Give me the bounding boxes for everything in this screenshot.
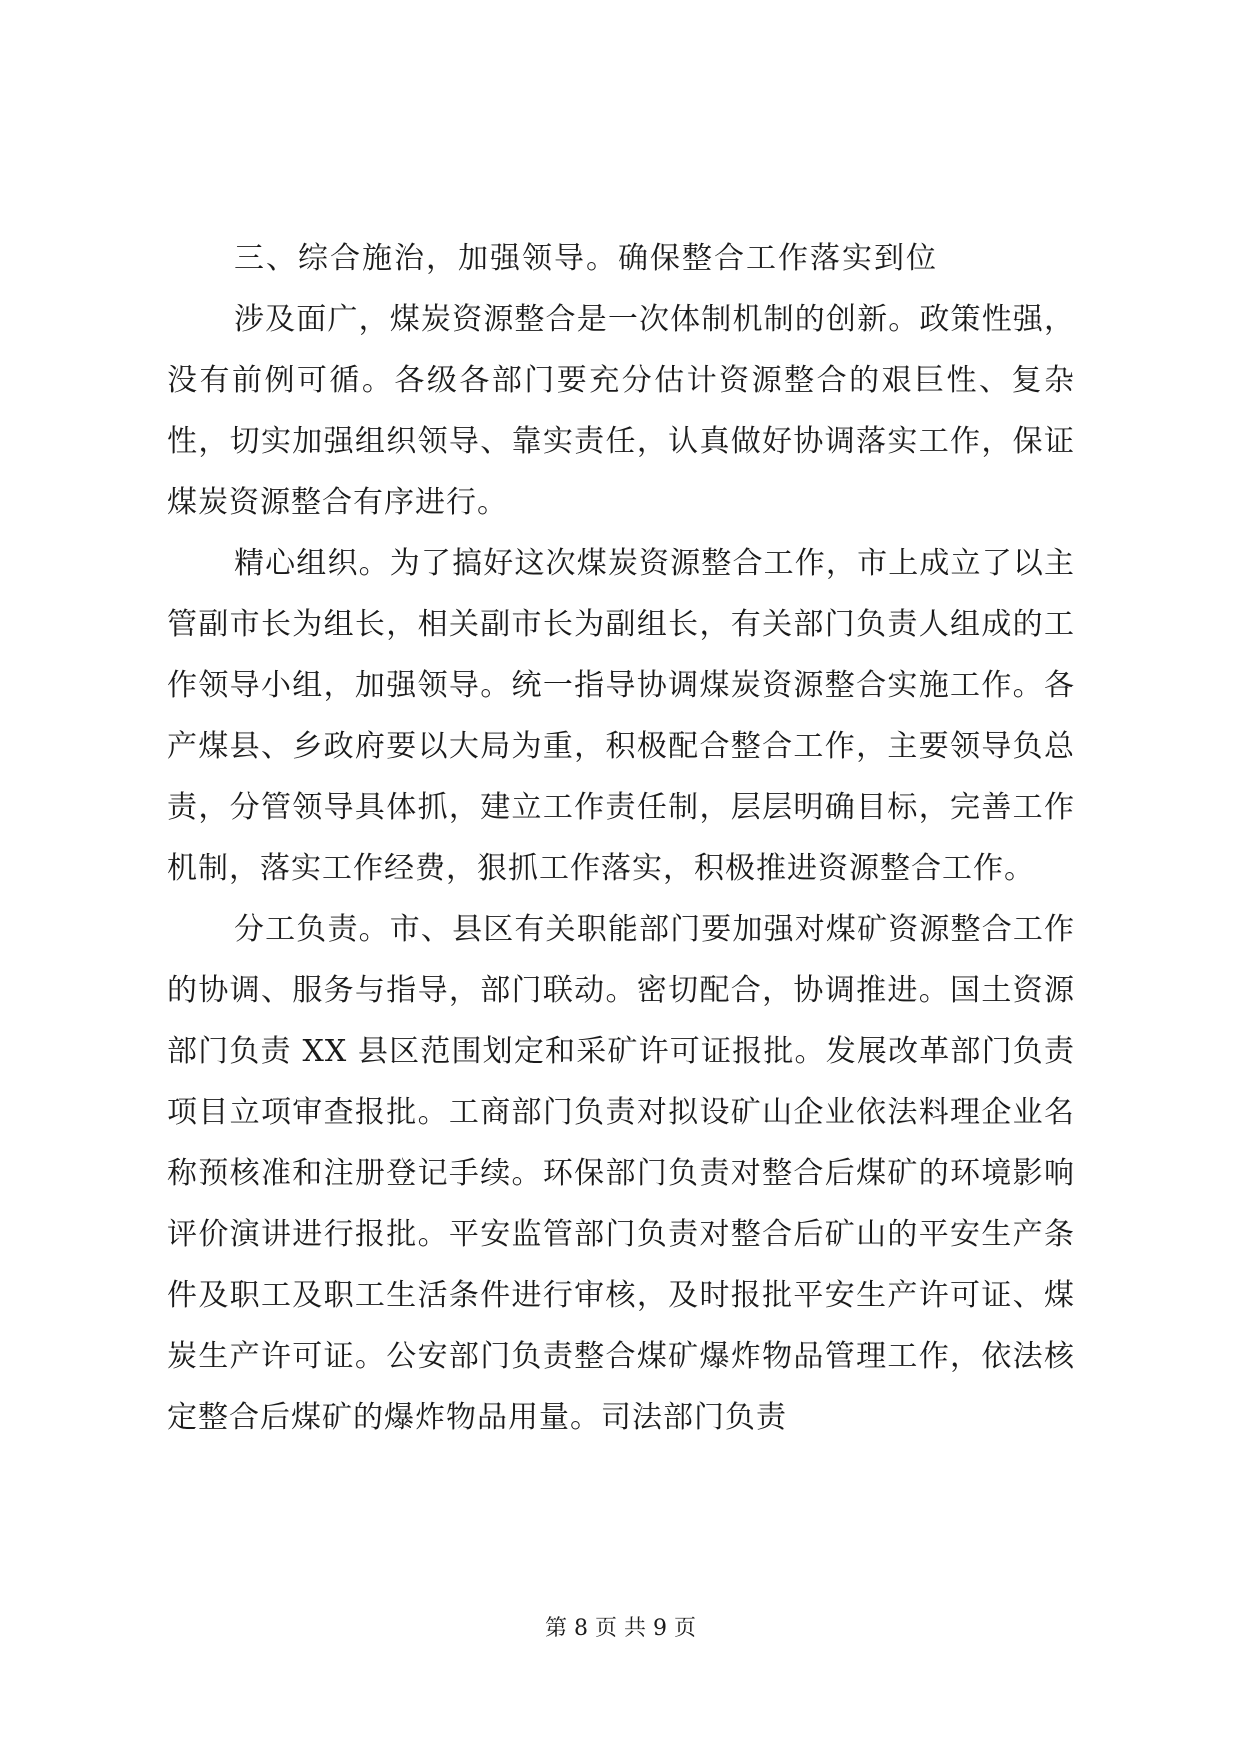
paragraph: 涉及面广，煤炭资源整合是一次体制机制的创新。政策性强，没有前例可循。各级各部门要充分估计资源整合的艰巨性、复杂性，切实加强组织领导、靠实责任，认真做好协调落实工作，保证煤炭资源整合有序进行。 bbox=[167, 302, 1075, 520]
section-heading: 三、综合施治，加强领导。确保整合工作落实到位 bbox=[234, 241, 938, 276]
paragraph: 精心组织。为了搞好这次煤炭资源整合工作，市上成立了以主管副市长为组长，相关副市长为副组长，有关部门负责人组成的工作领导小组，加强领导。统一指导协调煤炭资源整合实施工作。各产煤县、乡政府要以大局为重，积极配合整合工作，主要领导负总责，分管领导具体抓，建立工作责任制，层层明确目标，完善工作机制，落实工作经费，狠抓工作落实，积极推进资源整合工作。 bbox=[167, 546, 1075, 886]
document-body bbox=[167, 228, 1075, 1448]
page-number-footer: 第 8 页 共 9 页 bbox=[545, 1616, 696, 1641]
paragraph: 分工负责。市、县区有关职能部门要加强对煤矿资源整合工作的协调、服务与指导，部门联动。密切配合，协调推进。国土资源部门负责 XX 县区范围划定和采矿许可证报批。发展改革部门负责项目立项审查报批。工商部门负责对拟设矿山企业依法料理企业名称预核准和注册登记手续。环保部门负责对整合后煤矿的环境影响评价演讲进行报批。平安监管部门负责对整合后矿山的平安生产条件及职工及职工生活条件进行审核，及时报批平安生产许可证、煤炭生产许可证。公安部门负责整合煤矿爆炸物品管理工作，依法核定整合后煤矿的爆炸物品用量。司法部门负责 bbox=[167, 912, 1075, 1435]
